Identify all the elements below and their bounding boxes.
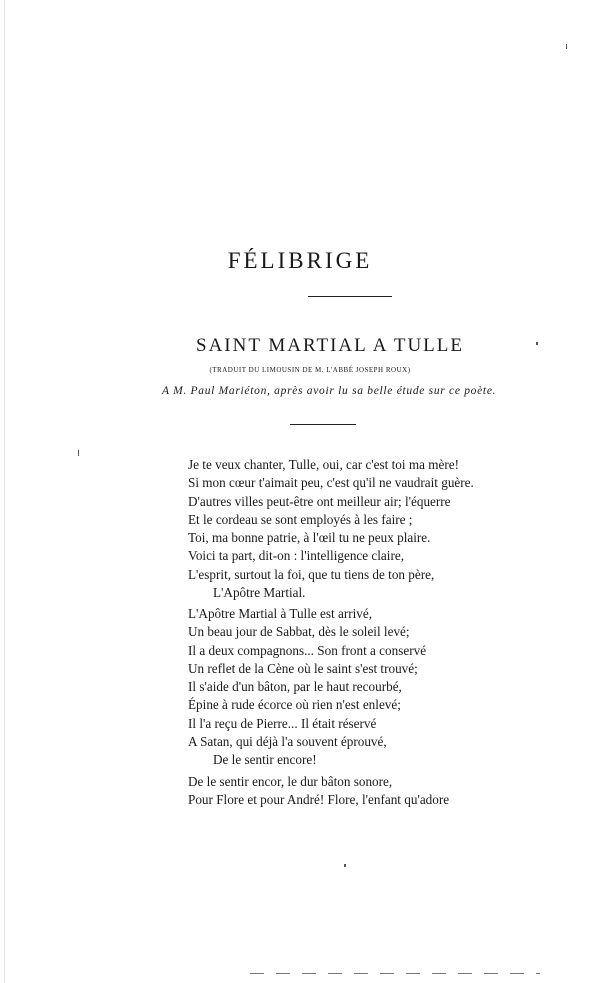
stanza-3 xyxy=(188,773,449,810)
poem-dedication: A M. Paul Mariéton, après avoir lu sa belle étude sur ce poète. xyxy=(162,385,497,397)
page-edge xyxy=(4,0,5,983)
verse-line: Je te veux chanter, Tulle, oui, car c'est toi ma mère! xyxy=(188,457,460,472)
section-heading: FÉLIBRIGE xyxy=(227,248,373,273)
verse-line: L'Apôtre Martial à Tulle est arrivé, xyxy=(188,606,373,621)
stanza-1 xyxy=(188,456,474,602)
speck xyxy=(566,44,567,49)
verse-line: De le sentir encor, le dur bâton sonore, xyxy=(188,774,393,789)
heading-rule xyxy=(308,296,392,297)
verse-line: Voici ta part, dit-on : l'intelligence claire, xyxy=(188,548,404,564)
verse-line: Il a deux compagnons... Son front a conservé xyxy=(188,642,427,658)
verse-line: Si mon cœur t'aimait peu, c'est qu'il ne vaudrait guère. xyxy=(188,475,474,491)
verse-line: Toi, ma bonne patrie, à l'œil tu ne peux plaire. xyxy=(188,530,431,546)
speck xyxy=(344,864,346,867)
verse-line: D'autres villes peut-être ont meilleur air; l'équerre xyxy=(188,493,451,509)
speck xyxy=(78,450,79,456)
verse-line: L'esprit, surtout la foi, que tu tiens de ton père, xyxy=(188,566,435,582)
verse-line: Il s'aide d'un bâton, par le haut recourbé, xyxy=(188,679,402,695)
title-rule xyxy=(290,424,356,425)
poem-title: SAINT MARTIAL A TULLE xyxy=(196,335,464,356)
stanza-2 xyxy=(188,605,426,770)
verse-line: Épine à rude écorce où rien n'est enlevé; xyxy=(188,697,401,713)
bottom-dashes xyxy=(250,973,540,974)
verse-line: Un reflet de la Cène où le saint s'est trouvé; xyxy=(188,660,418,676)
verse-line: Pour Flore et pour André! Flore, l'enfant qu'adore xyxy=(188,792,450,808)
poem-subtitle: (TRADUIT DU LIMOUSIN DE M. L'ABBÉ JOSEPH ROUX) xyxy=(209,366,411,374)
verse-refrain: De le sentir encore! xyxy=(213,752,317,768)
verse-line: Un beau jour de Sabbat, dès le soleil levé; xyxy=(188,624,410,640)
verse-line: A Satan, qui déjà l'a souvent éprouvé, xyxy=(188,734,387,750)
speck xyxy=(536,342,538,345)
verse-line: Il l'a reçu de Pierre... Il était réservé xyxy=(188,715,377,731)
verse-refrain: L'Apôtre Martial. xyxy=(213,585,306,601)
verse-line: Et le cordeau se sont employés à les faire ; xyxy=(188,511,413,527)
